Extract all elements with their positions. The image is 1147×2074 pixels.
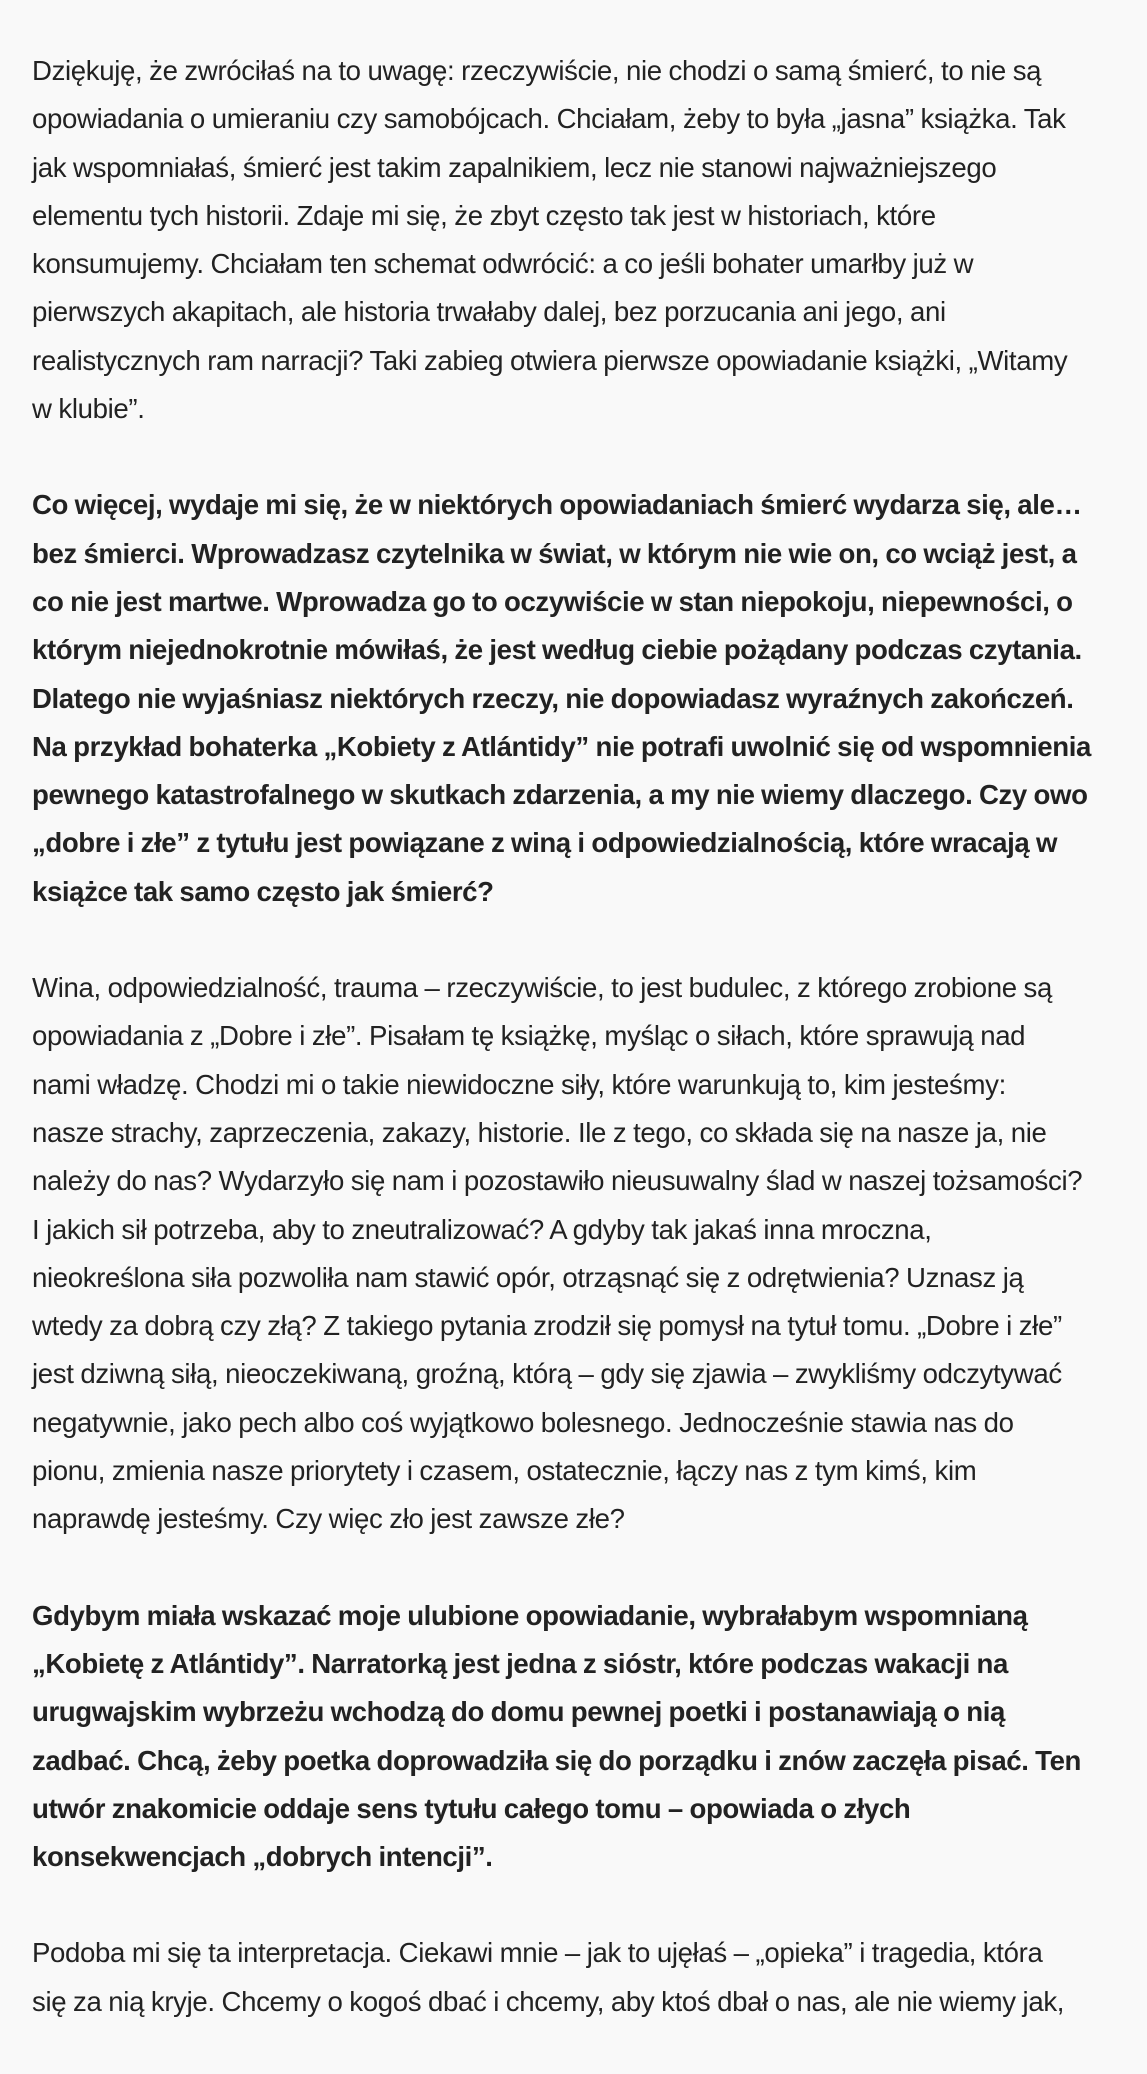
text-line: Podoba mi się ta interpretacja. Ciekawi mnie – jak to ujęłaś – „opieka” i tragedia, która xyxy=(32,1937,1043,1969)
answer-paragraph-2 xyxy=(32,964,1120,1544)
answer-paragraph-1 xyxy=(32,47,1120,433)
text-line: co nie jest martwe. Wprowadza go to oczywiście w stan niepokoju, niepewności, o xyxy=(32,585,1073,617)
text-line: konsekwencjach „dobrych intencji”. xyxy=(32,1841,493,1873)
text-line: nasze strachy, zaprzeczenia, zakazy, historie. Ile z tego, co składa się na nasze ja, nie xyxy=(32,1116,1047,1148)
text-line: elementu tych historii. Zdaje mi się, że zbyt często tak jest w historiach, które xyxy=(32,199,936,231)
text-line: realistycznych ram narracji? Taki zabieg otwiera pierwsze opowiadanie książki, „Witamy xyxy=(32,344,1068,376)
text-line: Gdybym miała wskazać moje ulubione opowiadanie, wybrałabym wspomnianą xyxy=(32,1599,1028,1631)
interview-article xyxy=(32,47,1120,2074)
text-line: konsumujemy. Chciałam ten schemat odwrócić: a co jeśli bohater umarłby już w xyxy=(32,248,974,280)
text-line: nieokreślona siła pozwoliła nam stawić opór, otrząsnąć się z odrętwienia? Uznasz ją xyxy=(32,1261,1024,1293)
text-line: pionu, zmienia nasze priorytety i czasem, ostatecznie, łączy nas z tym kimś, kim xyxy=(32,1455,977,1487)
text-line: w klubie”. xyxy=(32,393,145,425)
text-line: bez śmierci. Wprowadzasz czytelnika w świat, w którym nie wie on, co wciąż jest, a xyxy=(32,537,1077,569)
text-line: opowiadania z „Dobre i złe”. Pisałam tę książkę, myśląc o siłach, które sprawują nad xyxy=(32,1020,1026,1052)
text-line: jak wspomniałaś, śmierć jest takim zapalnikiem, lecz nie stanowi najważniejszego xyxy=(32,151,997,183)
text-line: Dlatego nie wyjaśniasz niektórych rzeczy, nie dopowiadasz wyraźnych zakończeń. xyxy=(32,682,1074,714)
text-line: należy do nas? Wydarzyło się nam i pozostawiło nieusuwalny ślad w naszej tożsamości? xyxy=(32,1165,1083,1197)
text-line: jest dziwną siłą, nieoczekiwaną, groźną, którą – gdy się zjawia – zwykliśmy odczytywać xyxy=(32,1358,1062,1390)
text-line: się za nią kryje. Chcemy o kogoś dbać i chcemy, aby ktoś dbał o nas, ale nie wiemy jak, xyxy=(32,1985,1065,2017)
text-line: nami władzę. Chodzi mi o takie niewidoczne siły, które warunkują to, kim jesteśmy: xyxy=(32,1068,1006,1100)
text-line: naprawdę jesteśmy. Czy więc zło jest zawsze złe? xyxy=(32,1503,625,1535)
text-line: książce tak samo często jak śmierć? xyxy=(32,875,494,907)
text-line: pewnego katastrofalnego w skutkach zdarzenia, a my nie wiemy dlaczego. Czy owo xyxy=(32,779,1088,811)
text-line: opowiadania o umieraniu czy samobójcach. Chciałam, żeby to była „jasna” książka. Tak xyxy=(32,103,1066,135)
text-line: pierwszych akapitach, ale historia trwałaby dalej, bez porzucania ani jego, ani xyxy=(32,296,946,328)
text-line: Co więcej, wydaje mi się, że w niektórych opowiadaniach śmierć wydarza się, ale… xyxy=(32,489,1082,521)
text-line: Na przykład bohaterka „Kobiety z Atlántidy” nie potrafi uwolnić się od wspomnienia xyxy=(32,730,1091,762)
text-line: „dobre i złe” z tytułu jest powiązane z winą i odpowiedzialnością, które wracają w xyxy=(32,827,1058,859)
text-line: którym niejednokrotnie mówiłaś, że jest według ciebie pożądany podczas czytania. xyxy=(32,634,1082,666)
answer-paragraph-3 xyxy=(32,1929,1120,2026)
text-line: urugwajskim wybrzeżu wchodzą do domu pewnej poetki i postanawiają o nią xyxy=(32,1696,1005,1728)
question-paragraph-1 xyxy=(32,481,1120,916)
text-line: Dziękuję, że zwróciłaś na to uwagę: rzeczywiście, nie chodzi o samą śmierć, to nie są xyxy=(32,55,1042,86)
text-line: Wina, odpowiedzialność, trauma – rzeczywiście, to jest budulec, z którego zrobione są xyxy=(32,972,1052,1004)
text-line: I jakich sił potrzeba, aby to zneutralizować? A gdyby tak jakaś inna mroczna, xyxy=(32,1213,932,1245)
text-line: wtedy za dobrą czy złą? Z takiego pytania zrodził się pomysł na tytuł tomu. „Dobre i złe” xyxy=(32,1310,1062,1342)
text-line: zadbać. Chcą, żeby poetka doprowadziła się do porządku i znów zaczęła pisać. Ten xyxy=(32,1744,1081,1776)
text-line: negatywnie, jako pech albo coś wyjątkowo bolesnego. Jednocześnie stawia nas do xyxy=(32,1406,1014,1438)
question-paragraph-2 xyxy=(32,1592,1120,1882)
text-line: utwór znakomicie oddaje sens tytułu całego tomu – opowiada o złych xyxy=(32,1792,911,1824)
text-line: „Kobietę z Atlántidy”. Narratorką jest jedna z sióstr, które podczas wakacji na xyxy=(32,1647,1008,1679)
